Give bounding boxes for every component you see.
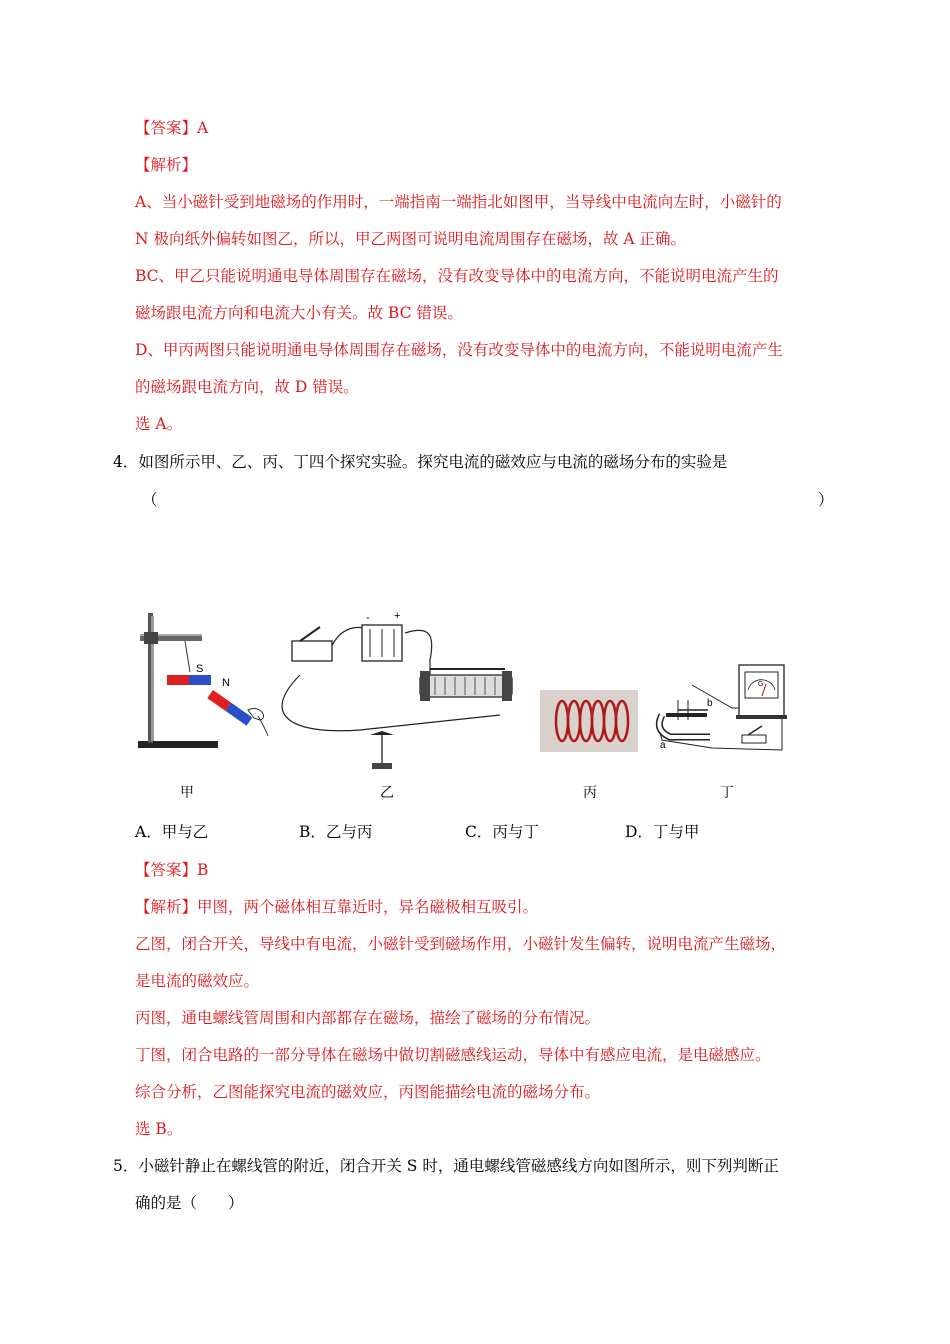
question-number: 5． <box>113 1157 139 1175</box>
q4-stem <box>113 452 727 472</box>
figure-yi <box>270 605 520 775</box>
figure-ding <box>652 660 792 760</box>
caption-yi: 乙 <box>380 785 394 801</box>
q4-analysis-line: 丙图，通电螺线管周围和内部都存在磁场，描绘了磁场的分布情况。 <box>135 1009 601 1027</box>
analysis-tag: 【解析】 <box>135 898 198 916</box>
q4-analysis-line: 综合分析，乙图能探究电流的磁效应，丙图能描绘电流的磁场分布。 <box>135 1083 601 1101</box>
option-b: B．乙与丙 <box>299 823 373 841</box>
q3-analysis-line: A、当小磁针受到地磁场的作用时，一端指南一端指北如图甲，当导线中电流向左时，小磁针的 <box>135 193 782 211</box>
option-c: C．丙与丁 <box>465 823 539 841</box>
q5-stem-continued: 确的是（ ） <box>135 1194 244 1212</box>
paren-open: （ <box>142 491 158 509</box>
figure-jia <box>130 610 275 755</box>
q4-conclusion: 选 B。 <box>135 1120 183 1138</box>
q3-analysis-line: 磁场跟电流方向和电流大小有关。故 BC 错误。 <box>135 304 463 322</box>
option-d: D．丁与甲 <box>625 823 700 841</box>
q3-analysis-line: 的磁场跟电流方向，故 D 错误。 <box>135 378 359 396</box>
q4-analysis-line: 是电流的磁效应。 <box>135 972 260 990</box>
paren-close: ） <box>818 491 834 509</box>
label-n: N <box>222 677 230 689</box>
q3-analysis-line: BC、甲乙只能说明通电导体周围存在磁场，没有改变导体中的电流方向，不能说明电流产生的 <box>135 267 779 285</box>
answer-tag: 【答案】 <box>135 861 198 879</box>
answer-tag: 【答案】 <box>135 119 198 137</box>
label-a: a <box>660 740 666 751</box>
label-plus: + <box>394 610 401 622</box>
question-text: 如图所示甲、乙、丙、丁四个探究实验。探究电流的磁效应与电流的磁场分布的实验是 <box>138 453 728 471</box>
question-text: 小磁针静止在螺线管的附近，闭合开关 S 时，通电螺线管磁感线方向如图所示，则下列判断正 <box>138 1157 779 1175</box>
q3-analysis-line: D、甲丙两图只能说明通电导体周围存在磁场，没有改变导体中的电流方向，不能说明电流产生 <box>135 341 783 359</box>
figure-bing <box>540 690 638 752</box>
label-g: G <box>758 681 764 688</box>
q4-answer <box>135 860 208 880</box>
question-number: 4． <box>113 453 139 471</box>
q3-analysis-tag: 【解析】 <box>135 156 198 174</box>
analysis-first: 甲图，两个磁体相互靠近时，异名磁极相互吸引。 <box>197 898 539 916</box>
option-a: A．甲与乙 <box>135 823 209 841</box>
caption-bing: 丙 <box>583 785 597 801</box>
label-minus: - <box>366 612 370 624</box>
q3-conclusion: 选 A。 <box>135 415 183 433</box>
q4-analysis <box>135 897 538 917</box>
caption-jia: 甲 <box>180 785 194 801</box>
q3-analysis-line: N 极向纸外偏转如图乙，所以，甲乙两图可说明电流周围存在磁场，故 A 正确。 <box>135 230 687 248</box>
label-b: b <box>707 698 713 709</box>
caption-ding: 丁 <box>720 785 734 801</box>
label-s: S <box>196 663 204 675</box>
q4-analysis-line: 乙图，闭合开关，导线中有电流，小磁针受到磁场作用，小磁针发生偏转，说明电流产生磁场， <box>135 935 787 953</box>
answer-value: B <box>197 861 209 879</box>
q4-analysis-line: 丁图，闭合电路的一部分导体在磁场中做切割磁感线运动，导体中有感应电流，是电磁感应。 <box>135 1046 771 1064</box>
answer-value: A <box>197 119 209 137</box>
q5-stem <box>113 1156 779 1176</box>
q3-answer <box>135 118 208 138</box>
